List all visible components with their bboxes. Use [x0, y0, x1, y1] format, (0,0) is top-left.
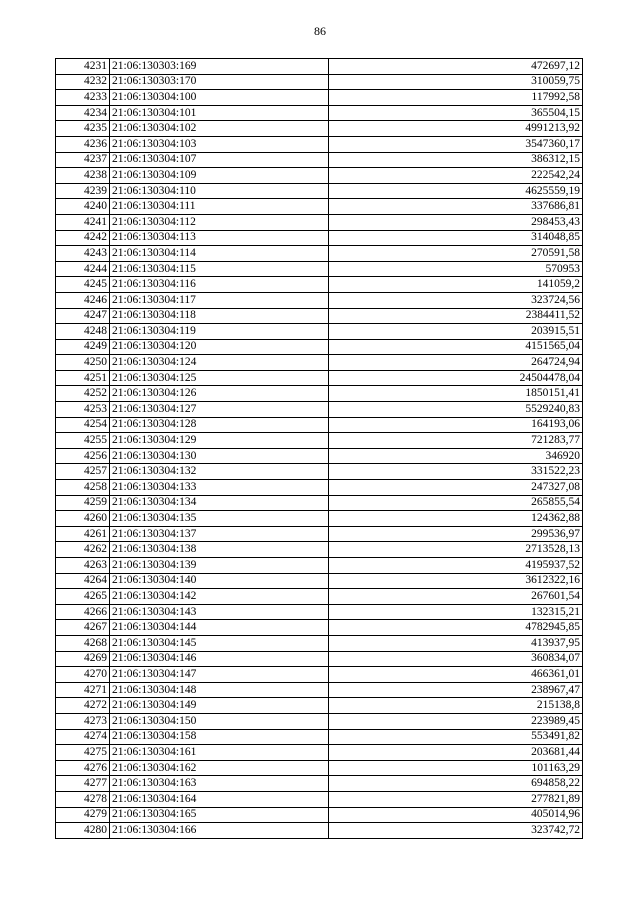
table-row	[56, 105, 583, 121]
row-number-cell: 4262	[56, 542, 110, 558]
cadastral-number-cell: 21:06:130304:133	[110, 480, 329, 496]
table-row	[56, 433, 583, 449]
row-number-cell: 4267	[56, 620, 110, 636]
table-row	[56, 682, 583, 698]
cadastral-value-cell: 472697,12	[329, 59, 583, 75]
cadastral-value-cell: 386312,15	[329, 152, 583, 168]
row-number-cell: 4264	[56, 573, 110, 589]
table-row	[56, 448, 583, 464]
row-number-cell: 4240	[56, 199, 110, 215]
cadastral-value-cell: 24504478,04	[329, 370, 583, 386]
row-number-cell: 4263	[56, 558, 110, 574]
row-number-cell: 4234	[56, 105, 110, 121]
table-row	[56, 277, 583, 293]
page-number: 86	[314, 24, 326, 38]
cadastral-value-cell: 264724,94	[329, 355, 583, 371]
table-row	[56, 542, 583, 558]
cadastral-number-cell: 21:06:130304:117	[110, 292, 329, 308]
row-number-cell: 4265	[56, 589, 110, 605]
table-row	[56, 370, 583, 386]
row-number-cell: 4249	[56, 339, 110, 355]
cadastral-value-cell: 3547360,17	[329, 136, 583, 152]
cadastral-value-cell: 3612322,16	[329, 573, 583, 589]
row-number-cell: 4238	[56, 168, 110, 184]
table-row	[56, 261, 583, 277]
cadastral-value-cell: 310059,75	[329, 74, 583, 90]
table-row	[56, 199, 583, 215]
cadastral-value-cell: 299536,97	[329, 526, 583, 542]
cadastral-number-cell: 21:06:130304:112	[110, 214, 329, 230]
cadastral-number-cell: 21:06:130304:129	[110, 433, 329, 449]
table-row	[56, 698, 583, 714]
row-number-cell: 4277	[56, 776, 110, 792]
row-number-cell: 4254	[56, 417, 110, 433]
table-row	[56, 807, 583, 823]
row-number-cell: 4271	[56, 682, 110, 698]
cadastral-value-cell: 247327,08	[329, 480, 583, 496]
row-number-cell: 4245	[56, 277, 110, 293]
cadastral-value-cell: 466361,01	[329, 667, 583, 683]
cadastral-value-cell: 553491,82	[329, 729, 583, 745]
cadastral-value-cell: 365504,15	[329, 105, 583, 121]
cadastral-value-cell: 298453,43	[329, 214, 583, 230]
cadastral-value-cell: 132315,21	[329, 604, 583, 620]
table-body	[56, 59, 583, 839]
row-number-cell: 4260	[56, 511, 110, 527]
cadastral-value-cell: 360834,07	[329, 651, 583, 667]
row-number-cell: 4256	[56, 448, 110, 464]
table-row	[56, 168, 583, 184]
cadastral-number-cell: 21:06:130304:163	[110, 776, 329, 792]
row-number-cell: 4244	[56, 261, 110, 277]
row-number-cell: 4231	[56, 59, 110, 75]
row-number-cell: 4233	[56, 90, 110, 106]
table-row	[56, 59, 583, 75]
cadastral-number-cell: 21:06:130304:148	[110, 682, 329, 698]
table-row	[56, 511, 583, 527]
row-number-cell: 4274	[56, 729, 110, 745]
table-row	[56, 417, 583, 433]
cadastral-number-cell: 21:06:130304:124	[110, 355, 329, 371]
row-number-cell: 4253	[56, 402, 110, 418]
table-row	[56, 214, 583, 230]
row-number-cell: 4275	[56, 745, 110, 761]
cadastral-value-cell: 164193,06	[329, 417, 583, 433]
table-row	[56, 402, 583, 418]
cadastral-number-cell: 21:06:130304:101	[110, 105, 329, 121]
cadastral-value-cell: 4991213,92	[329, 121, 583, 137]
cadastral-number-cell: 21:06:130304:119	[110, 324, 329, 340]
cadastral-number-cell: 21:06:130304:143	[110, 604, 329, 620]
cadastral-number-cell: 21:06:130304:150	[110, 713, 329, 729]
cadastral-value-cell: 337686,81	[329, 199, 583, 215]
cadastral-number-cell: 21:06:130304:146	[110, 651, 329, 667]
cadastral-number-cell: 21:06:130304:113	[110, 230, 329, 246]
table-row	[56, 355, 583, 371]
row-number-cell: 4255	[56, 433, 110, 449]
cadastral-value-cell: 331522,23	[329, 464, 583, 480]
table-row	[56, 246, 583, 262]
row-number-cell: 4235	[56, 121, 110, 137]
cadastral-value-cell: 4195937,52	[329, 558, 583, 574]
table-row	[56, 183, 583, 199]
table-row	[56, 745, 583, 761]
table-row	[56, 152, 583, 168]
cadastral-number-cell: 21:06:130304:135	[110, 511, 329, 527]
cadastral-number-cell: 21:06:130304:139	[110, 558, 329, 574]
cadastral-number-cell: 21:06:130304:127	[110, 402, 329, 418]
cadastral-value-cell: 267601,54	[329, 589, 583, 605]
table-row	[56, 121, 583, 137]
table-row	[56, 386, 583, 402]
cadastral-number-cell: 21:06:130304:161	[110, 745, 329, 761]
cadastral-number-cell: 21:06:130304:137	[110, 526, 329, 542]
cadastral-number-cell: 21:06:130304:138	[110, 542, 329, 558]
cadastral-value-cell: 101163,29	[329, 760, 583, 776]
cadastral-value-cell: 4151565,04	[329, 339, 583, 355]
cadastral-number-cell: 21:06:130304:107	[110, 152, 329, 168]
table-row	[56, 230, 583, 246]
row-number-cell: 4269	[56, 651, 110, 667]
cadastral-value-cell: 570953	[329, 261, 583, 277]
cadastral-value-cell: 2384411,52	[329, 308, 583, 324]
cadastral-number-cell: 21:06:130304:100	[110, 90, 329, 106]
cadastral-value-cell: 203681,44	[329, 745, 583, 761]
cadastral-value-cell: 346920	[329, 448, 583, 464]
table-row	[56, 823, 583, 839]
cadastral-number-cell: 21:06:130304:110	[110, 183, 329, 199]
row-number-cell: 4232	[56, 74, 110, 90]
cadastral-number-cell: 21:06:130304:109	[110, 168, 329, 184]
row-number-cell: 4279	[56, 807, 110, 823]
row-number-cell: 4268	[56, 635, 110, 651]
row-number-cell: 4273	[56, 713, 110, 729]
cadastral-number-cell: 21:06:130304:134	[110, 495, 329, 511]
cadastral-number-cell: 21:06:130304:166	[110, 823, 329, 839]
cadastral-number-cell: 21:06:130303:170	[110, 74, 329, 90]
table-row	[56, 573, 583, 589]
cadastral-number-cell: 21:06:130304:140	[110, 573, 329, 589]
cadastral-value-cell: 141059,2	[329, 277, 583, 293]
table-row	[56, 791, 583, 807]
cadastral-number-cell: 21:06:130304:132	[110, 464, 329, 480]
cadastral-number-cell: 21:06:130304:147	[110, 667, 329, 683]
row-number-cell: 4237	[56, 152, 110, 168]
table-row	[56, 90, 583, 106]
row-number-cell: 4251	[56, 370, 110, 386]
cadastral-number-cell: 21:06:130304:111	[110, 199, 329, 215]
cadastral-value-cell: 1850151,41	[329, 386, 583, 402]
cadastral-value-table	[55, 58, 583, 839]
table-row	[56, 635, 583, 651]
cadastral-value-cell: 694858,22	[329, 776, 583, 792]
table-row	[56, 760, 583, 776]
table-row	[56, 480, 583, 496]
cadastral-value-cell: 124362,88	[329, 511, 583, 527]
cadastral-value-cell: 323742,72	[329, 823, 583, 839]
cadastral-value-cell: 222542,24	[329, 168, 583, 184]
cadastral-value-cell: 277821,89	[329, 791, 583, 807]
cadastral-number-cell: 21:06:130304:162	[110, 760, 329, 776]
cadastral-value-cell: 238967,47	[329, 682, 583, 698]
cadastral-number-cell: 21:06:130304:149	[110, 698, 329, 714]
table-row	[56, 324, 583, 340]
row-number-cell: 4239	[56, 183, 110, 199]
cadastral-value-cell: 405014,96	[329, 807, 583, 823]
row-number-cell: 4280	[56, 823, 110, 839]
cadastral-value-cell: 4782945,85	[329, 620, 583, 636]
row-number-cell: 4236	[56, 136, 110, 152]
table-row	[56, 74, 583, 90]
cadastral-number-cell: 21:06:130303:169	[110, 59, 329, 75]
table-row	[56, 558, 583, 574]
row-number-cell: 4258	[56, 480, 110, 496]
row-number-cell: 4252	[56, 386, 110, 402]
cadastral-number-cell: 21:06:130304:144	[110, 620, 329, 636]
cadastral-number-cell: 21:06:130304:120	[110, 339, 329, 355]
row-number-cell: 4278	[56, 791, 110, 807]
row-number-cell: 4246	[56, 292, 110, 308]
cadastral-value-cell: 203915,51	[329, 324, 583, 340]
cadastral-number-cell: 21:06:130304:165	[110, 807, 329, 823]
row-number-cell: 4266	[56, 604, 110, 620]
cadastral-number-cell: 21:06:130304:125	[110, 370, 329, 386]
row-number-cell: 4276	[56, 760, 110, 776]
cadastral-number-cell: 21:06:130304:130	[110, 448, 329, 464]
cadastral-value-cell: 4625559,19	[329, 183, 583, 199]
row-number-cell: 4241	[56, 214, 110, 230]
table-row	[56, 526, 583, 542]
row-number-cell: 4261	[56, 526, 110, 542]
cadastral-value-cell: 5529240,83	[329, 402, 583, 418]
cadastral-number-cell: 21:06:130304:158	[110, 729, 329, 745]
cadastral-value-cell: 323724,56	[329, 292, 583, 308]
table-row	[56, 308, 583, 324]
cadastral-value-cell: 413937,95	[329, 635, 583, 651]
table-row	[56, 620, 583, 636]
cadastral-value-cell: 117992,58	[329, 90, 583, 106]
table-row	[56, 464, 583, 480]
cadastral-number-cell: 21:06:130304:116	[110, 277, 329, 293]
cadastral-value-cell: 265855,54	[329, 495, 583, 511]
cadastral-value-cell: 270591,58	[329, 246, 583, 262]
cadastral-value-cell: 314048,85	[329, 230, 583, 246]
row-number-cell: 4272	[56, 698, 110, 714]
table-row	[56, 651, 583, 667]
cadastral-number-cell: 21:06:130304:126	[110, 386, 329, 402]
table-row	[56, 667, 583, 683]
cadastral-number-cell: 21:06:130304:103	[110, 136, 329, 152]
row-number-cell: 4247	[56, 308, 110, 324]
table-row	[56, 292, 583, 308]
cadastral-value-cell: 223989,45	[329, 713, 583, 729]
table-row	[56, 729, 583, 745]
cadastral-value-cell: 721283,77	[329, 433, 583, 449]
row-number-cell: 4270	[56, 667, 110, 683]
table-row	[56, 495, 583, 511]
cadastral-number-cell: 21:06:130304:114	[110, 246, 329, 262]
row-number-cell: 4242	[56, 230, 110, 246]
cadastral-value-cell: 215138,8	[329, 698, 583, 714]
row-number-cell: 4248	[56, 324, 110, 340]
cadastral-number-cell: 21:06:130304:142	[110, 589, 329, 605]
row-number-cell: 4257	[56, 464, 110, 480]
cadastral-number-cell: 21:06:130304:145	[110, 635, 329, 651]
cadastral-number-cell: 21:06:130304:128	[110, 417, 329, 433]
row-number-cell: 4259	[56, 495, 110, 511]
table-row	[56, 136, 583, 152]
cadastral-number-cell: 21:06:130304:164	[110, 791, 329, 807]
cadastral-number-cell: 21:06:130304:118	[110, 308, 329, 324]
cadastral-number-cell: 21:06:130304:115	[110, 261, 329, 277]
table-row	[56, 713, 583, 729]
cadastral-value-cell: 2713528,13	[329, 542, 583, 558]
table-row	[56, 604, 583, 620]
row-number-cell: 4243	[56, 246, 110, 262]
cadastral-number-cell: 21:06:130304:102	[110, 121, 329, 137]
table-row	[56, 589, 583, 605]
table-row	[56, 339, 583, 355]
table-row	[56, 776, 583, 792]
row-number-cell: 4250	[56, 355, 110, 371]
